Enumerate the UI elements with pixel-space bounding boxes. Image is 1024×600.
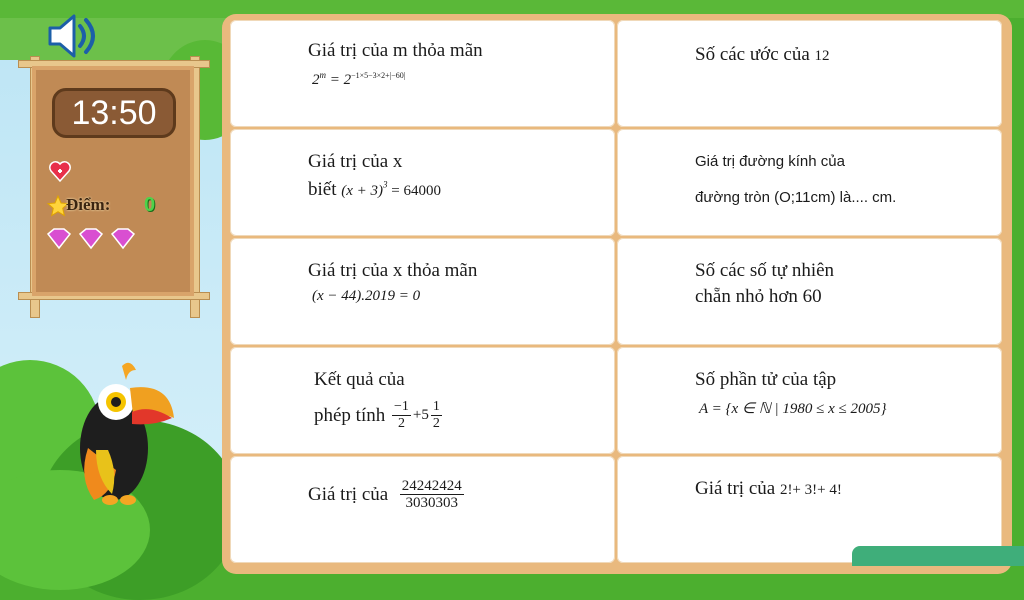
card-text: Giá trị của m thỏa mãn — [308, 40, 483, 61]
card-grid — [230, 20, 1002, 560]
card-text: Số các số tự nhiên — [695, 260, 835, 281]
card-math: $2^m = 2^{-1\times 5-3\times 2+|-60|}$ — [312, 70, 406, 88]
card-fraction-sum[interactable] — [230, 347, 615, 454]
card-linear-equation[interactable] — [230, 238, 615, 345]
heart-icon — [48, 160, 72, 182]
timer: 13:50 — [52, 88, 176, 138]
card-math: (x − 44).2019 = 0 — [312, 288, 421, 304]
card-diameter[interactable] — [617, 129, 1002, 236]
card-math: phép tính $\frac{-1}{2}$ +5 $\frac{1}{2}$ — [314, 399, 440, 431]
card-m-exponent[interactable] — [230, 20, 615, 127]
bottom-tab — [852, 546, 1024, 566]
card-math: biết $(x + 3)^3 = 64000$ — [308, 179, 441, 200]
speaker-icon[interactable] — [44, 12, 100, 60]
card-text: Số các ước của 12 — [695, 44, 830, 65]
card-math: Giá trị của $\frac{24242424}{3030303}$ — [308, 478, 462, 511]
card-set-elements[interactable] — [617, 347, 1002, 454]
gem-icon — [48, 229, 134, 248]
card-math: A = {x ∈ ℕ | 1980 ≤ x ≤ 2005} — [699, 401, 887, 417]
score-value: 0 — [144, 194, 156, 216]
card-text: Giá trị của x — [308, 151, 403, 172]
card-text: chẵn nhỏ hơn 60 — [695, 286, 822, 307]
card-text: Giá trị đường kính của — [695, 153, 845, 170]
card-even-numbers[interactable] — [617, 238, 1002, 345]
lives-gems — [44, 226, 144, 254]
card-math: Giá trị của 2!+ 3!+ 4! — [695, 478, 842, 499]
score-label: Điểm: — [66, 195, 111, 214]
card-big-fraction[interactable] — [230, 456, 615, 563]
card-text: Kết quả của — [314, 369, 405, 390]
card-text: đường tròn (O;11cm) là.... cm. — [695, 189, 897, 206]
card-text: Số phần tử của tập — [695, 369, 837, 390]
card-text: Giá trị của x thỏa mãn — [308, 260, 478, 281]
toucan-icon — [66, 358, 186, 508]
score-row — [46, 194, 176, 218]
card-cube-equation[interactable] — [230, 129, 615, 236]
card-divisors[interactable] — [617, 20, 1002, 127]
